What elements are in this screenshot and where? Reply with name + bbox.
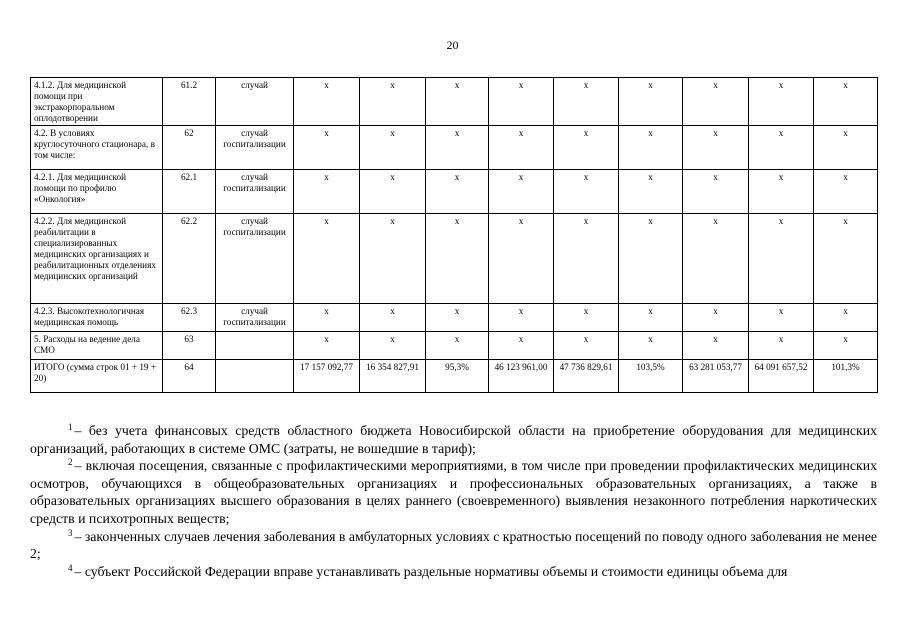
value-cell: x <box>554 214 619 304</box>
value-cell: x <box>294 78 360 126</box>
value-cell: x <box>360 332 426 360</box>
value-cell: 64 091 657,52 <box>749 360 814 393</box>
value-cell: x <box>749 78 814 126</box>
value-cell: x <box>619 78 683 126</box>
table-row <box>31 332 878 360</box>
value-cell: x <box>814 170 878 214</box>
footnote-text: – без учета финансовых средств областного бюджета Новосибирской области на приобретение оборудования для медицинских организаций, работающих в системе ОМС (затраты, не вошедшие в тариф); <box>30 423 877 456</box>
value-cell: x <box>619 304 683 332</box>
footnote-text: – субъект Российской Федерации вправе устанавливать раздельные нормативы объемы и стоимости единицы объема для <box>74 563 788 579</box>
row-code-cell: 62.3 <box>163 304 216 332</box>
row-unit-cell <box>216 332 294 360</box>
value-cell: x <box>360 78 426 126</box>
value-cell: x <box>554 126 619 170</box>
value-cell: 103,5% <box>619 360 683 393</box>
value-cell: x <box>814 332 878 360</box>
footnote-mark: 4 <box>68 562 73 573</box>
value-cell: x <box>489 126 554 170</box>
value-cell: x <box>426 214 489 304</box>
footnote <box>30 457 877 527</box>
row-code-cell: 61.2 <box>163 78 216 126</box>
value-cell: x <box>683 332 749 360</box>
row-code-cell: 62.2 <box>163 214 216 304</box>
value-cell: x <box>489 332 554 360</box>
footnote-mark: 3 <box>68 527 73 538</box>
row-code-cell: 62.1 <box>163 170 216 214</box>
row-code-cell: 62 <box>163 126 216 170</box>
value-cell: 101,3% <box>814 360 878 393</box>
value-cell: x <box>426 126 489 170</box>
value-cell: x <box>554 78 619 126</box>
value-cell: x <box>426 304 489 332</box>
value-cell: x <box>294 214 360 304</box>
value-cell: x <box>749 126 814 170</box>
value-cell: x <box>619 332 683 360</box>
row-unit-cell: случай госпитализации <box>216 304 294 332</box>
value-cell: x <box>814 214 878 304</box>
value-cell: x <box>814 78 878 126</box>
value-cell: x <box>294 126 360 170</box>
value-cell: 63 281 053,77 <box>683 360 749 393</box>
row-name-cell: 4.1.2. Для медицинской помощи при экстракорпоральном оплодотворении <box>31 78 163 126</box>
value-cell: x <box>360 304 426 332</box>
value-cell: 16 354 827,91 <box>360 360 426 393</box>
table-row <box>31 126 878 170</box>
value-cell: x <box>683 126 749 170</box>
value-cell: x <box>360 170 426 214</box>
row-code-cell: 64 <box>163 360 216 393</box>
row-name-cell: 4.2.1. Для медицинской помощи по профилю «Онкология» <box>31 170 163 214</box>
value-cell: x <box>426 170 489 214</box>
value-cell: x <box>749 332 814 360</box>
value-cell: x <box>619 214 683 304</box>
value-cell: 17 157 092,77 <box>294 360 360 393</box>
row-unit-cell <box>216 360 294 393</box>
value-cell: x <box>554 304 619 332</box>
value-cell: x <box>489 214 554 304</box>
value-cell: x <box>489 304 554 332</box>
row-name-cell: 4.2.2. Для медицинской реабилитации в специализированных медицинских организациях и реабилитационных отделениях медицинских организаций <box>31 214 163 304</box>
value-cell: 95,3% <box>426 360 489 393</box>
page-number: 20 <box>446 38 459 52</box>
value-cell: x <box>426 332 489 360</box>
footnote <box>30 422 877 457</box>
row-name-cell: 4.2. В условиях круглосуточного стационара, в том числе: <box>31 126 163 170</box>
footnote-mark: 1 <box>68 422 73 432</box>
value-cell: x <box>294 170 360 214</box>
value-cell: x <box>360 126 426 170</box>
value-cell: x <box>683 170 749 214</box>
footnotes <box>30 422 877 580</box>
data-table <box>30 77 878 393</box>
table-row <box>31 304 878 332</box>
value-cell: x <box>294 332 360 360</box>
value-cell: x <box>489 78 554 126</box>
row-unit-cell: случай госпитализации <box>216 126 294 170</box>
value-cell: x <box>683 78 749 126</box>
value-cell: x <box>554 332 619 360</box>
footnote <box>30 563 877 581</box>
footnote-text: – законченных случаев лечения заболевания в амбулаторных условиях с кратностью посещений по поводу одного заболевания не менее 2; <box>30 528 877 562</box>
footnote-text: – включая посещения, связанные с профилактическими мероприятиями, в том числе при проведении профилактических медицинских осмотров, обучающихся в общеобразовательных организациях и профессиональных образовательных организациях, а также в образовательных организациях высшего образования в целях раннего (своевременного) выявления незаконного потребления наркотических средств и психотропных веществ; <box>30 458 877 526</box>
value-cell: x <box>489 170 554 214</box>
value-cell: x <box>749 214 814 304</box>
table-row <box>31 214 878 304</box>
value-cell: 47 736 829,61 <box>554 360 619 393</box>
row-name-cell: ИТОГО (сумма строк 01 + 19 + 20) <box>31 360 163 393</box>
row-unit-cell: случай госпитализации <box>216 214 294 304</box>
value-cell: x <box>814 304 878 332</box>
value-cell: x <box>814 126 878 170</box>
value-cell: 46 123 961,00 <box>489 360 554 393</box>
value-cell: x <box>426 78 489 126</box>
value-cell: x <box>749 304 814 332</box>
value-cell: x <box>294 304 360 332</box>
row-unit-cell: случай <box>216 78 294 126</box>
value-cell: x <box>619 170 683 214</box>
value-cell: x <box>554 170 619 214</box>
table-row <box>31 78 878 126</box>
table-row <box>31 360 878 393</box>
value-cell: x <box>360 214 426 304</box>
value-cell: x <box>683 214 749 304</box>
footnote-mark: 2 <box>68 457 73 468</box>
row-code-cell: 63 <box>163 332 216 360</box>
table-row <box>31 170 878 214</box>
row-name-cell: 4.2.3. Высокотехнологичная медицинская помощь <box>31 304 163 332</box>
value-cell: x <box>619 126 683 170</box>
value-cell: x <box>683 304 749 332</box>
row-unit-cell: случай госпитализации <box>216 170 294 214</box>
footnote <box>30 528 877 563</box>
value-cell: x <box>749 170 814 214</box>
row-name-cell: 5. Расходы на ведение дела СМО <box>31 332 163 360</box>
